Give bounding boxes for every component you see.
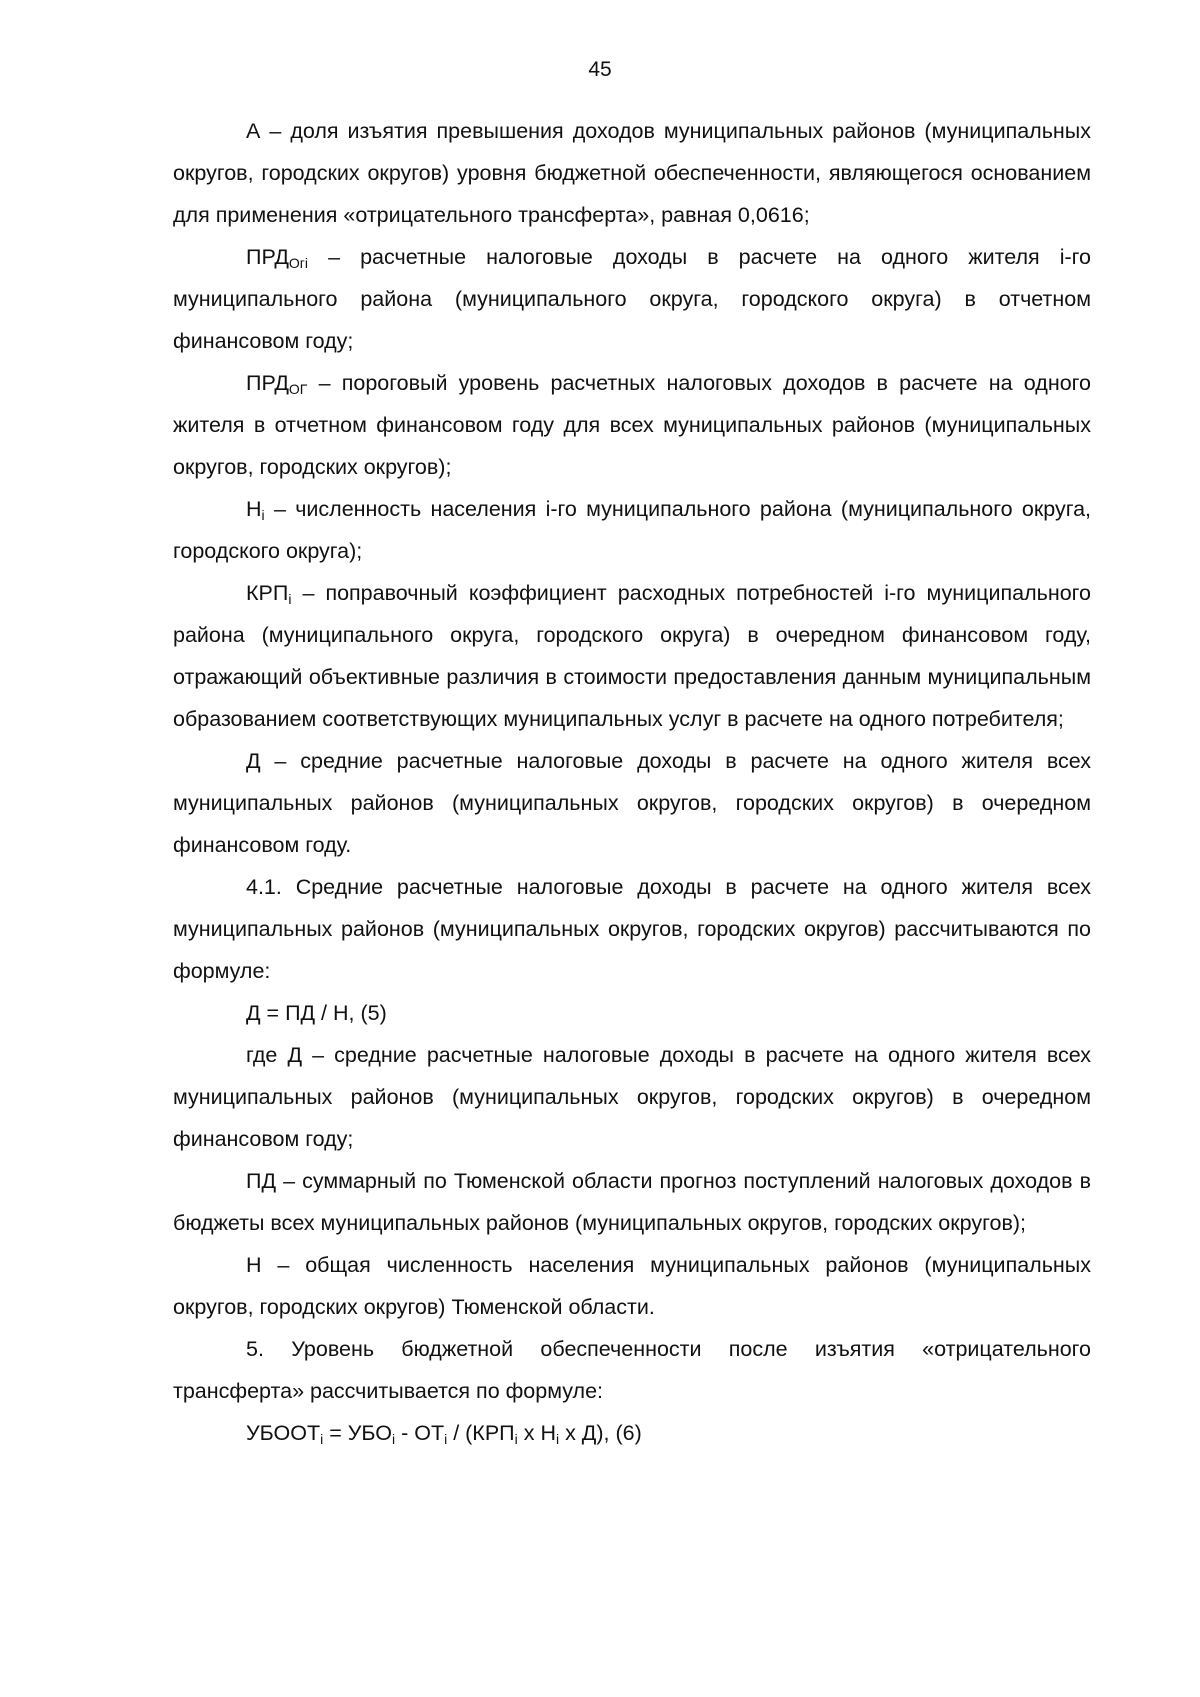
definition-text: – численность населения i-го муниципального района (муниципального округа, городского округа); [173, 497, 1091, 563]
formula-subscript: i [392, 1431, 396, 1447]
formula-subscript: i [320, 1431, 324, 1447]
formula-subscript: i [514, 1431, 518, 1447]
definition-text: – поправочный коэффициент расходных потребностей i-го муниципального района (муниципального округа, городского округа) в очередном финансовом году, отражающий объективные различия в стоимости предоставления данным муниципальным образованием соответствующих муниципальных услуг в расчете на одного потребителя; [173, 581, 1091, 731]
document-body [173, 110, 1091, 1454]
formula-subscript: i [555, 1431, 560, 1447]
subscript-og: ОГ [288, 381, 308, 397]
paragraph-definition-d: Д – средние расчетные налоговые доходы в расчете на одного жителя всех муниципальных районов (муниципальных округов, городских округов) в очередном финансовом году. [173, 749, 1091, 857]
formula-term: УБООТ [246, 1421, 321, 1445]
formula-term: х Н [517, 1421, 556, 1445]
subscript-i: i [261, 507, 265, 523]
paragraph-definition-prd-og [173, 362, 1091, 488]
paragraph-definition-n: Н – общая численность населения муниципальных районов (муниципальных округов, городских округов) Тюменской области. [173, 1253, 1091, 1319]
symbol-krp: КРП [246, 581, 289, 605]
paragraph-where-d: где Д – средние расчетные налоговые доходы в расчете на одного жителя всех муниципальных районов (муниципальных округов, городских округов) в очередном финансовом году; [173, 1043, 1091, 1151]
formula-subscript: i [444, 1431, 448, 1447]
definition-text: – пороговый уровень расчетных налоговых доходов в расчете на одного жителя в отчетном финансовом году для всех муниципальных районов (муниципальных округов, городских округов); [173, 371, 1091, 479]
formula-term: х Д), (6) [559, 1421, 642, 1445]
paragraph-definition-prd-ogi [173, 236, 1091, 362]
subscript-ogi: Огi [288, 255, 309, 271]
paragraph-definition-pd: ПД – суммарный по Тюменской области прогноз поступлений налоговых доходов в бюджеты всех муниципальных районов (муниципальных округов, городских округов); [173, 1169, 1091, 1235]
definition-text: – расчетные налоговые доходы в расчете на одного жителя i-го муниципального района (муниципального округа, городского округа) в отчетном финансовом году; [173, 245, 1091, 353]
paragraph-section-4-1: 4.1. Средние расчетные налоговые доходы в расчете на одного жителя всех муниципальных районов (муниципальных округов, городских округов) рассчитываются по формуле: [173, 875, 1091, 983]
formula-6 [173, 1412, 1091, 1454]
symbol-prd: ПРД [246, 371, 289, 395]
paragraph-definition-n-i [173, 488, 1091, 572]
paragraph-section-5: 5. Уровень бюджетной обеспеченности после изъятия «отрицательного трансферта» рассчитывается по формуле: [173, 1337, 1091, 1403]
formula-term: = УБО [323, 1421, 392, 1445]
page-number: 45 [588, 58, 612, 81]
subscript-i: i [288, 591, 292, 607]
symbol-n: Н [246, 497, 262, 521]
paragraph-definition-a: А – доля изъятия превышения доходов муниципальных районов (муниципальных округов, городских округов) уровня бюджетной обеспеченности, являющегося основанием для применения «отрицательного трансферта», равная 0,0616; [173, 119, 1091, 227]
paragraph-definition-krp-i [173, 572, 1091, 740]
formula-5: Д = ПД / Н, (5) [246, 1001, 387, 1025]
symbol-prd: ПРД [246, 245, 289, 269]
formula-term: / (КРП [447, 1421, 515, 1445]
formula-term: - ОТ [395, 1421, 445, 1445]
